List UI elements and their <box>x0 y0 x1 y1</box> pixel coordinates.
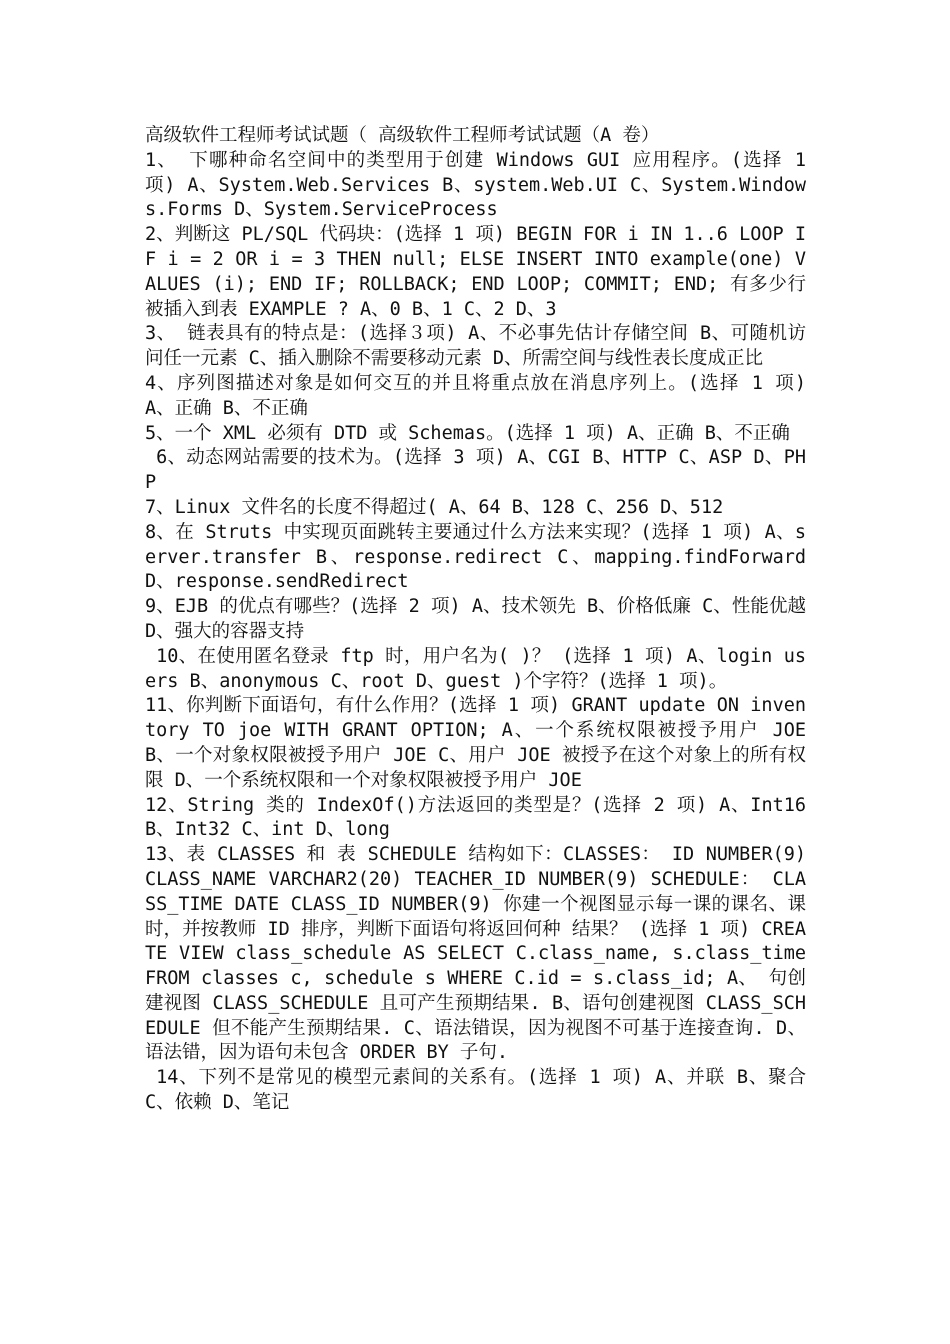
document-body <box>145 124 806 1116</box>
question-8: 8、在 Struts 中实现页面跳转主要通过什么方法来实现？(选择 1 项) A、server.transfer B、response.redirect C、mapping.findForward D、response.sendRedirect <box>145 521 806 593</box>
question-3: 3、 链表具有的特点是：(选择３项) A、不必事先估计存储空间 B、可随机访问任一元素 C、插入删除不需要移动元素 D、所需空间与线性表长度成正比 <box>145 323 806 370</box>
question-4: 4、序列图描述对象是如何交互的并且将重点放在消息序列上。(选择 1 项) A、正确 B、不正确 <box>145 372 806 419</box>
document-title: 高级软件工程师考试试题（ 高级软件工程师考试试题（A 卷） <box>145 125 660 146</box>
question-7: 7、Linux 文件名的长度不得超过( A、64 B、128 C、256 D、512 <box>145 496 724 518</box>
question-1: 1、 下哪种命名空间中的类型用于创建 Windows GUI 应用程序。(选择 1 项) A、System.Web.Services B、system.Web.UI C、System.Windows.Forms D、System.ServiceProcess <box>145 149 806 221</box>
question-9: 9、EJB 的优点有哪些？(选择 2 项) A、技术领先 B、价格低廉 C、性能优越 D、强大的容器支持 <box>145 596 806 642</box>
question-14: 14、下列不是常见的模型元素间的关系有。(选择 1 项) A、并联 B、聚合 C、依赖 D、笔记 <box>145 1067 806 1114</box>
question-11: 11、你判断下面语句，有什么作用？(选择 1 项) GRANT update ON inventory TO joe WITH GRANT OPTION; A、一个系统权限被授予用户 JOE B、一个对象权限被授予用户 JOE C、用户 JOE 被授予在这个对象上的所有权限 D、一个系统权限和一个对象权限被授予用户 JOE <box>145 695 806 791</box>
question-6: 6、动态网站需要的技术为。(选择 3 项) A、CGI B、HTTP C、ASP D、PHP <box>145 447 806 494</box>
question-10: 10、在使用匿名登录 ftp 时，用户名为( )？ (选择 1 项) A、login users B、anonymous C、root D、guest )个字符？(选择 1 项)。 <box>145 645 806 692</box>
question-13: 13、表 CLASSES 和 表 SCHEDULE 结构如下：CLASSES： ID NUMBER(9) CLASS_NAME VARCHAR2(20) TEACHER_ID NUMBER(9) SCHEDULE： CLASS_TIME DATE CLASS_ID NUMBER(9) 你建一个视图显示每一课的课名、课时，并按教师 ID 排序，判断下面语句将返回何种 结果？ (选择 1 项) CREATE VIEW class_schedule AS SELECT C.class_name, s.class_time FROM classes c, schedule s WHERE C.id = s.class_id; A、 句创建视图 CLASS_SCHEDULE 且可产生预期结果. B、语句创建视图 CLASS_SCHEDULE 但不能产生预期结果. C、语法错误，因为视图不可基于连接查询. D、语法错，因为语句未包含 ORDER BY 子句. <box>145 844 806 1064</box>
question-5: 5、一个 XML 必须有 DTD 或 Schemas。(选择 1 项) A、正确 B、不正确 <box>145 422 790 444</box>
question-2: 2、判断这 PL/SQL 代码块：(选择 1 项) BEGIN FOR i IN 1..6 LOOP IF i = 2 OR i = 3 THEN null; ELSE INSERT INTO example(one) VALUES (i); END IF; ROLLBACK; END LOOP; COMMIT; END; 有多少行被插入到表 EXAMPLE ? A、0 B、1 C、2 D、3 <box>145 224 806 320</box>
question-12: 12、String 类的 IndexOf()方法返回的类型是？(选择 2 项) A、Int16 B、Int32 C、int D、long <box>145 794 806 841</box>
